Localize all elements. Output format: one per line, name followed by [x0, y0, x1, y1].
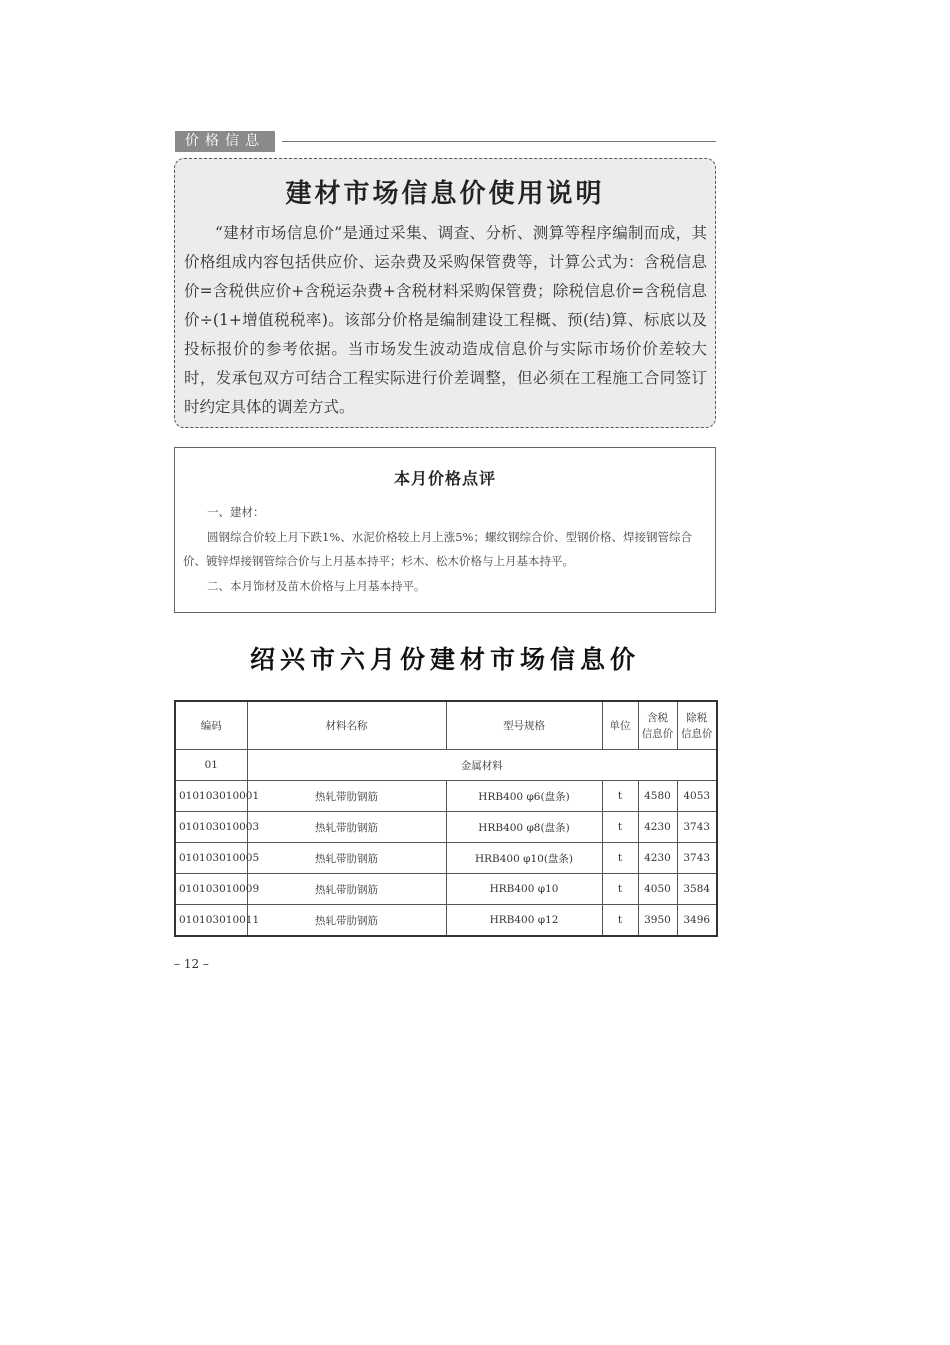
review-paragraph: 二、本月饰材及苗木价格与上月基本持平。 — [207, 578, 426, 593]
cell-spec: HRB400 φ12 — [446, 905, 602, 937]
header-tax-inclusive-line1: 含税 — [647, 711, 668, 724]
price-table — [174, 700, 718, 937]
cell-tax-inclusive: 4050 — [638, 874, 677, 905]
cell-spec: HRB400 φ10(盘条) — [446, 843, 602, 874]
table-row — [175, 781, 717, 812]
cell-name: 热轧带肋钢筋 — [247, 812, 446, 843]
cell-tax-exclusive: 3743 — [677, 812, 717, 843]
page-number: – 12 – — [174, 957, 209, 971]
cell-name: 热轧带肋钢筋 — [247, 781, 446, 812]
cell-name: 热轧带肋钢筋 — [247, 905, 446, 937]
cell-spec: HRB400 φ10 — [446, 874, 602, 905]
cell-tax-exclusive: 3496 — [677, 905, 717, 937]
header-spec: 型号规格 — [446, 701, 602, 750]
cell-tax-exclusive: 4053 — [677, 781, 717, 812]
table-header-row — [175, 701, 717, 750]
cell-unit: t — [602, 843, 638, 874]
header-tax-exclusive-price — [677, 701, 717, 750]
table-row — [175, 874, 717, 905]
header-tax-exclusive-line2: 信息价 — [681, 727, 713, 740]
group-code: 01 — [175, 750, 247, 781]
header-code: 编码 — [175, 701, 247, 750]
usage-notice-box — [174, 158, 716, 428]
cell-unit: t — [602, 781, 638, 812]
notice-title: 建材市场信息价使用说明 — [285, 179, 605, 209]
table-row — [175, 812, 717, 843]
review-paragraph: 一、建材： — [207, 505, 265, 519]
cell-tax-inclusive: 4580 — [638, 781, 677, 812]
review-body — [183, 500, 707, 598]
cell-name: 热轧带肋钢筋 — [247, 874, 446, 905]
cell-unit: t — [602, 812, 638, 843]
cell-unit: t — [602, 874, 638, 905]
table-group-row — [175, 750, 717, 781]
review-title: 本月价格点评 — [393, 469, 496, 488]
cell-tax-exclusive: 3743 — [677, 843, 717, 874]
header-name: 材料名称 — [247, 701, 446, 750]
header-unit: 单位 — [602, 701, 638, 750]
cell-unit: t — [602, 905, 638, 937]
header-tax-exclusive-line1: 除税 — [686, 711, 708, 724]
cell-code: 010103010009 — [175, 874, 247, 905]
cell-spec: HRB400 φ6(盘条) — [446, 781, 602, 812]
cell-tax-inclusive: 4230 — [638, 812, 677, 843]
cell-code: 010103010005 — [175, 843, 247, 874]
section-tag: 价格信息 — [175, 131, 275, 152]
cell-code: 010103010003 — [175, 812, 247, 843]
cell-code: 010103010011 — [175, 905, 247, 937]
notice-body: “建材市场信息价”是通过采集、调查、分析、测算等程序编制而成，其价格组成内容包括供应价、运杂费及采购保管费等，计算公式为：含税信息价=含税供应价+含税运杂费+含税材料采购保管费；除税信息价=含税信息价÷(1+增值税税率)。该部分价格是编制建设工程概、预(结)算、标底以及投标报价的参考依据。当市场发生波动造成信息价与实际市场价价差较大时，发承包双方可结合工程实际进行价差调整，但必须在工程施工合同签订时约定具体的调差方式。 — [184, 224, 707, 416]
cell-tax-inclusive: 4230 — [638, 843, 677, 874]
cell-spec: HRB400 φ8(盘条) — [446, 812, 602, 843]
monthly-review-box — [174, 447, 716, 613]
header-tax-inclusive-price — [638, 701, 677, 750]
group-name: 金属材料 — [247, 750, 717, 781]
header-tax-inclusive-line2: 信息价 — [641, 727, 674, 740]
review-paragraph: 圆钢综合价较上月下跌1%、水泥价格较上月上涨5%；螺纹钢综合价、型钢价格、焊接钢管综合价、镀锌焊接钢管综合价与上月基本持平；杉木、松木价格与上月基本持平。 — [183, 529, 692, 568]
section-divider — [282, 141, 716, 142]
cell-code: 010103010001 — [175, 781, 247, 812]
cell-name: 热轧带肋钢筋 — [247, 843, 446, 874]
table-row — [175, 843, 717, 874]
table-row — [175, 905, 717, 937]
cell-tax-inclusive: 3950 — [638, 905, 677, 937]
cell-tax-exclusive: 3584 — [677, 874, 717, 905]
price-table-title: 绍兴市六月份建材市场信息价 — [249, 645, 640, 674]
